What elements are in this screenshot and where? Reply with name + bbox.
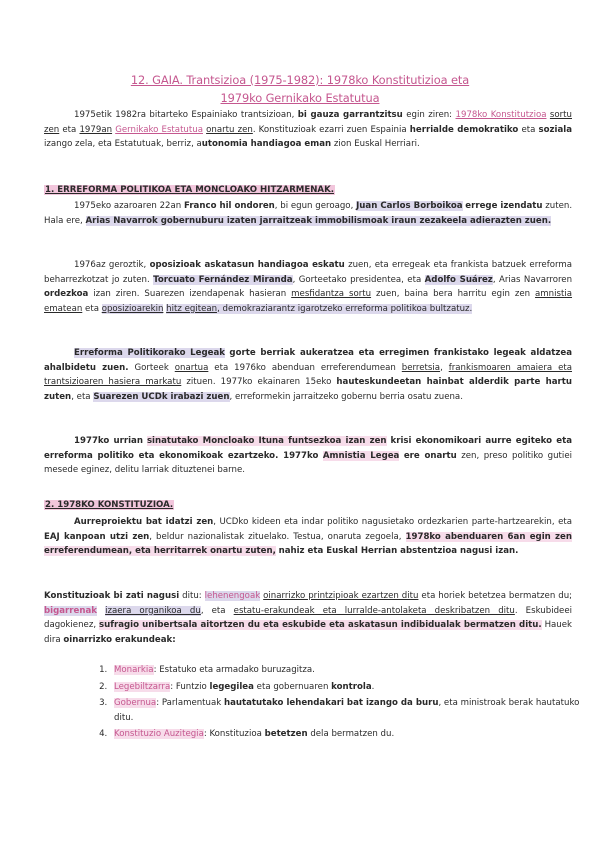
list-item-gobernua: 3. Gobernua: Parlamentuak hautatutako lehendakari bat izango da buru, eta ministroak berak hautatuko ditu.	[110, 696, 590, 725]
section-1-paragraph-2: 1976az geroztik, oposizioak askatasun handiagoa eskatu zuen, eta erregeak eta frankista batzuek erreforma beharrezkotzat jo zuten. Torcuato Fernández Miranda, Gorteetako presidentea, eta Adolfo Suárez, Arias Navarroren ordezkoa izan ziren. Suarezen izendapenak hasieran mesfidantza sortu zuen, baina bera harritu egin zen amnistia ematean eta oposizioarekin hitz egitean, demokraziarantz igarotzeko erreforma politikoa bultzatuz.	[44, 260, 573, 314]
page-title-line-2: 1979ko Gernikako Estatutua	[220, 91, 380, 105]
list-item-monarkia: 1. Monarkia: Estatuko eta armadako buruzagitza.	[110, 663, 590, 678]
institutions-list	[90, 663, 590, 744]
section-2-heading: 2. 1978KO KONSTITUZIOA.	[45, 500, 174, 510]
section-2-paragraph-1: Aurreproiektu bat idatzi zen, UCDko kideen eta indar politiko nagusietako ordezkarien parte-hartzearekin, eta EAJ kanpoan utzi zen, beldur nazionalistak zituelako. Testua, onaruta zegoela, 1978ko abenduaren 6an egin zen erreferendumean, eta herritarrek onartu zuten, nahiz eta Euskal Herrian abstentzioa nagusi izan.	[44, 517, 572, 557]
section-1-heading: 1. ERREFORMA POLITIKOA ETA MONCLOAKO HITZARMENAK.	[45, 185, 334, 195]
list-item-konstituzio-auzitegia: 4. Konstituzio Auzitegia: Konstituzioa betetzen dela bermatzen du.	[110, 727, 590, 742]
section-1-paragraph-1: 1975eko azaroaren 22an Franco hil ondoren, bi egun geroago, Juan Carlos Borboikoa errege izendatu zuten. Hala ere, Arias Navarrok gobernuburu izaten jarraitzeak immobilismoak iraun zezakeela adierazten zuen.	[44, 201, 573, 226]
section-1-paragraph-4: 1977ko urrian sinatutako Moncloako Ituna funtsezkoa izan zen krisi ekonomikoari aurre egiteko eta erreforma politiko eta ekonomikoak ezartzeko. 1977ko Amnistia Legea ere onartu zen, preso politiko gutiei mesede eginez, delitu larriak dituztenei barne.	[44, 436, 572, 476]
section-2-paragraph-2: Konstituzioak bi zati nagusi ditu: lehenengoak oinarrizko printzipioak ezartzen ditu eta horiek betetzea bermatzen du; bigarrenak izaera organikoa du, eta estatu-erakundeak eta lurralde-antolaketa deskribatzen ditu. Eskubideei dagokienez, sufragio unibertsala aitortzen du eta eskubide eta askatasun indibidualak bermatzen ditu. Hauek dira oinarrizko erakundeak:	[44, 591, 573, 645]
intro-paragraph: 1975etik 1982ra bitarteko Espainiako trantsizioan, bi gauza garrantzitsu egin ziren: 1978ko Konstitutzioa sortu zen eta 1979an Gernikako Estatutua onartu zen. Konstituzioak ezarri zuen Espainia herrialde demokratiko eta soziala izango zela, eta Estatutuak, berriz, autonomia handiagoa eman zion Euskal Herriari.	[44, 110, 573, 150]
list-item-legebiltzarra: 2. Legebiltzarra: Funtzio legegilea eta gobernuaren kontrola.	[110, 680, 590, 695]
page-title-line-1: 12. GAIA. Trantsizioa (1975-1982): 1978ko Konstitutizioa eta	[130, 73, 470, 87]
section-1-paragraph-3: Erreforma Politikorako Legeak gorte berriak aukeratzea eta erregimen frankistako legeak aldatzea ahalbidetu zuen. Gorteek onartua eta 1976ko abenduan erreferendumean berretsia, frankismoaren amaiera eta trantsizioaren hasiera markatu zituen. 1977ko ekainaren 15eko hauteskundeetan hainbat alderdik parte hartu zuten, eta Suarezen UCDk irabazi zuen, erreformekin jarraitzeko gobernu berria osatu zuena.	[44, 348, 573, 402]
